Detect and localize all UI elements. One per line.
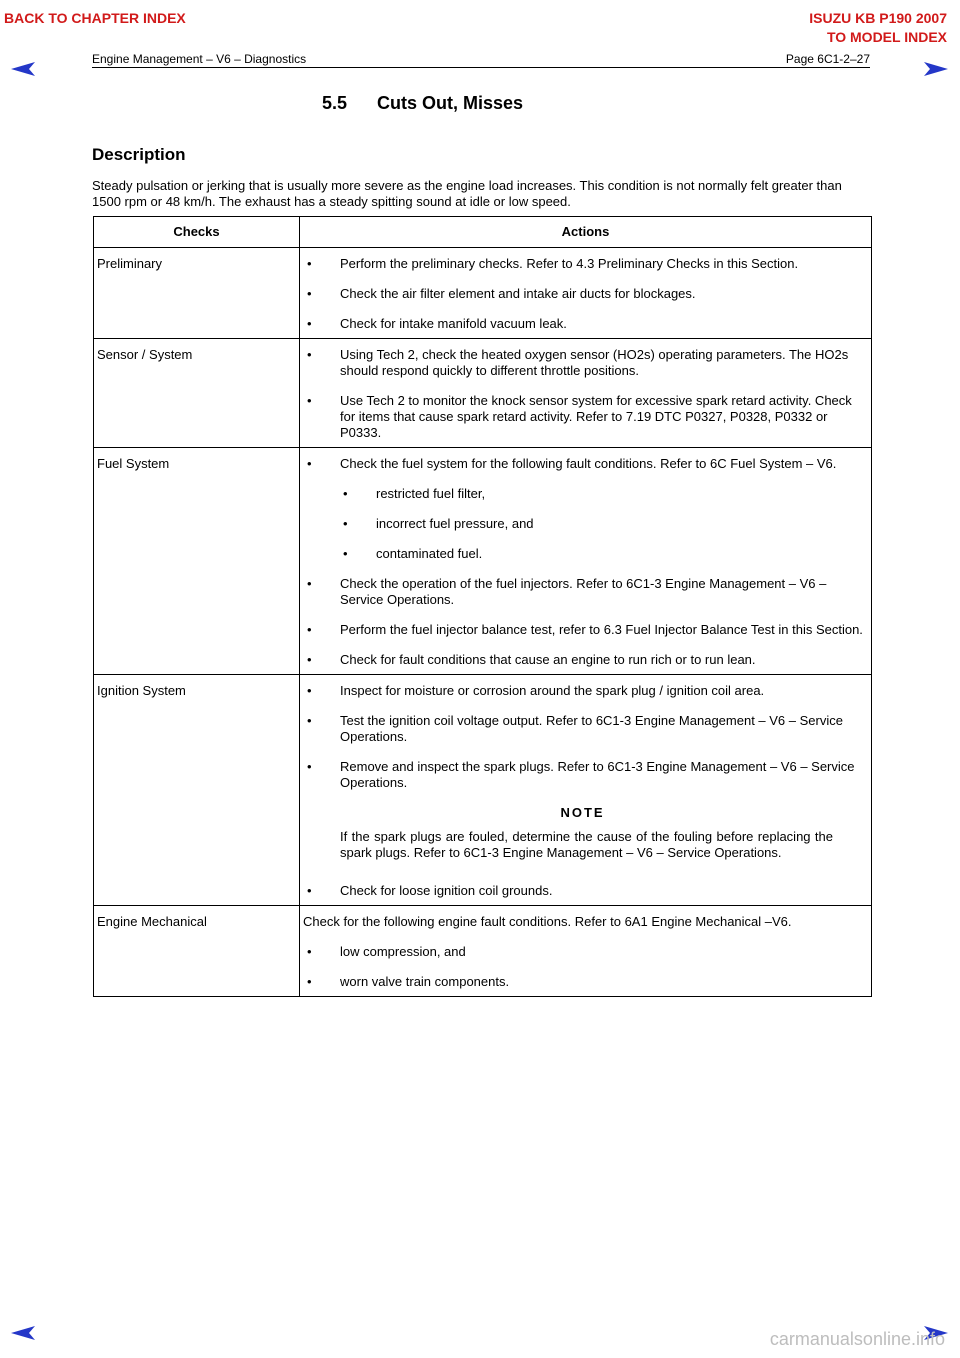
action-item: • Check the operation of the fuel injectors. Refer to 6C1-3 Engine Management – V6 – Service Operations. xyxy=(300,576,865,608)
sub-action-item: • restricted fuel filter, xyxy=(300,486,865,502)
note-text: If the spark plugs are fouled, determine the cause of the fouling before replacing the spark plugs. Refer to 6C1-3 Engine Management – V6 – Service Operations. xyxy=(340,829,833,860)
actions-column-header: Actions xyxy=(300,217,872,248)
table-row xyxy=(94,339,872,448)
action-item: • Check the air filter element and intake air ducts for blockages. xyxy=(300,286,865,302)
table-header-row xyxy=(94,217,872,248)
actions-cell xyxy=(300,675,872,906)
table-row xyxy=(94,906,872,997)
sub-action-item: • incorrect fuel pressure, and xyxy=(300,516,865,532)
actions-cell xyxy=(300,906,872,997)
checks-column-header: Checks xyxy=(94,217,300,248)
action-item: • low compression, and xyxy=(300,944,865,960)
action-item: • Check for fault conditions that cause an engine to run rich or to run lean. xyxy=(300,652,865,668)
description-text: Steady pulsation or jerking that is usually more severe as the engine load increases. This condition is not normally felt greater than 1500 rpm or 48 km/h. The exhaust has a steady spitting sound at idle or low speed. xyxy=(92,178,842,209)
description-heading: Description xyxy=(92,145,186,164)
note-title: NOTE xyxy=(560,805,605,820)
check-cell: Ignition System xyxy=(94,675,300,906)
next-page-arrow-icon[interactable] xyxy=(923,60,949,78)
table-row xyxy=(94,248,872,339)
check-cell: Sensor / System xyxy=(94,339,300,448)
to-model-index-link[interactable]: TO MODEL INDEX xyxy=(826,29,947,45)
action-item: • Check for loose ignition coil grounds. xyxy=(300,883,865,899)
table-row xyxy=(94,448,872,675)
action-item: • Test the ignition coil voltage output. Refer to 6C1-3 Engine Management – V6 – Service Operations. xyxy=(300,713,865,745)
actions-cell xyxy=(300,448,872,675)
actions-cell xyxy=(300,248,872,339)
action-item: • worn valve train components. xyxy=(300,974,865,990)
action-item: • Using Tech 2, check the heated oxygen sensor (HO2s) operating parameters. The HO2s should respond quickly to different throttle positions. xyxy=(300,347,865,379)
check-cell: Fuel System xyxy=(94,448,300,675)
previous-page-arrow-icon[interactable] xyxy=(10,1324,36,1342)
actions-cell xyxy=(300,339,872,448)
action-item: • Remove and inspect the spark plugs. Refer to 6C1-3 Engine Management – V6 – Service Operations. xyxy=(300,759,865,791)
previous-page-arrow-icon[interactable] xyxy=(10,60,36,78)
action-item: • Perform the preliminary checks. Refer to 4.3 Preliminary Checks in this Section. xyxy=(300,256,865,272)
action-item: • Check the fuel system for the following fault conditions. Refer to 6C Fuel System – V6. xyxy=(300,456,865,472)
page-number: Page 6C1-2–27 xyxy=(785,52,870,66)
section-title xyxy=(322,93,523,114)
action-item: • Use Tech 2 to monitor the knock sensor system for excessive spark retard activity. Check for items that cause spark retard activity. Refer to 7.19 DTC P0327, P0328, P0332 or P0333. xyxy=(300,393,865,441)
sub-action-item: • contaminated fuel. xyxy=(300,546,865,562)
page-header-title: Engine Management – V6 – Diagnostics xyxy=(92,52,307,66)
checks-actions-table xyxy=(93,216,872,997)
table-row xyxy=(94,675,872,906)
action-item: • Inspect for moisture or corrosion around the spark plug / ignition coil area. xyxy=(300,683,865,699)
section-number: 5.5 xyxy=(322,93,348,113)
model-title-link[interactable]: ISUZU KB P190 2007 xyxy=(809,10,947,26)
action-item: • Check for intake manifold vacuum leak. xyxy=(300,316,865,332)
header-divider xyxy=(92,67,870,68)
check-cell: Engine Mechanical xyxy=(94,906,300,997)
section-title-text: Cuts Out, Misses xyxy=(377,93,524,113)
action-item: • Perform the fuel injector balance test, refer to 6.3 Fuel Injector Balance Test in this Section. xyxy=(300,622,865,638)
back-to-chapter-index-link[interactable]: BACK TO CHAPTER INDEX xyxy=(4,10,186,26)
watermark: carmanualsonline.info xyxy=(769,1329,945,1349)
action-intro: Check for the following engine fault conditions. Refer to 6A1 Engine Mechanical –V6. xyxy=(303,914,792,929)
check-cell: Preliminary xyxy=(94,248,300,339)
